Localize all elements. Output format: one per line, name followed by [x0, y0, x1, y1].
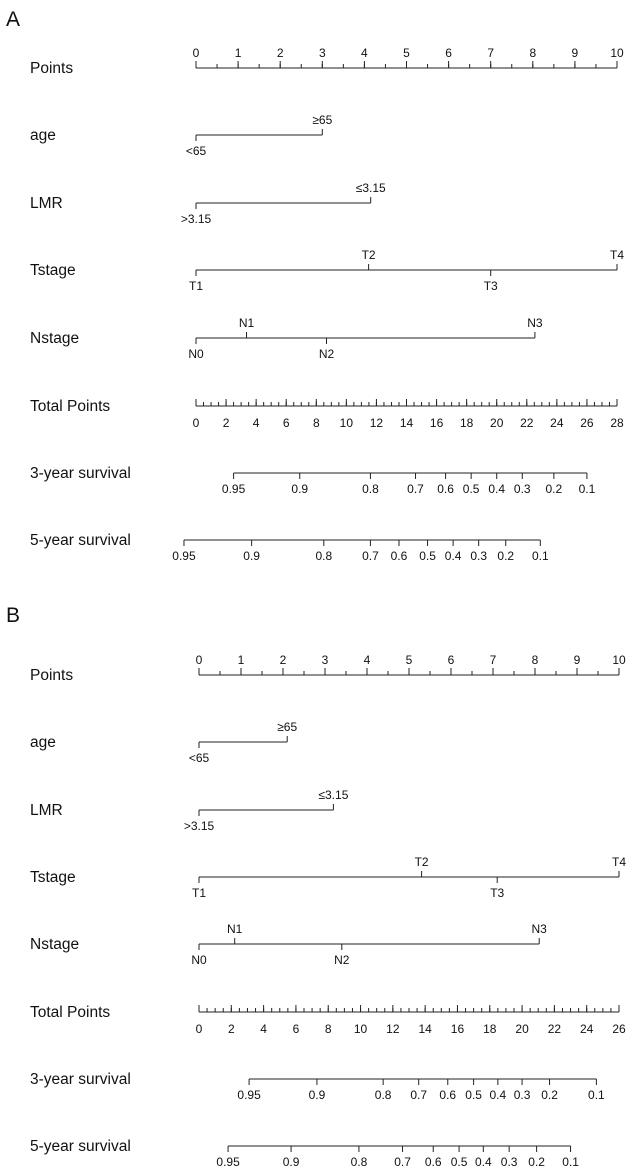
5-year-survival-tick-label: 0.95 [172, 549, 196, 563]
row-label-total-points: Total Points [30, 398, 111, 415]
age-level-label: ≥65 [312, 113, 333, 127]
points-tick-label: 9 [573, 653, 581, 667]
5-year-survival-tick-label: 0.9 [282, 1155, 300, 1169]
points-tick-label: 5 [405, 653, 413, 667]
3-year-survival-tick-label: 0.3 [513, 1088, 531, 1102]
total-points-tick-label: 22 [520, 416, 534, 430]
tstage-level-label: T3 [490, 886, 505, 900]
row-label-5-year-survival: 5-year survival [30, 532, 131, 549]
3-year-survival-tick-label: 0.8 [374, 1088, 392, 1102]
3-year-survival-tick-label: 0.7 [410, 1088, 428, 1102]
5-year-survival-tick-label: 0.9 [243, 549, 260, 563]
total-points-tick-label: 6 [292, 1022, 300, 1036]
total-points-tick-label: 2 [222, 416, 230, 430]
3-year-survival-tick-label: 0.4 [489, 1088, 507, 1102]
3-year-survival-tick-label: 0.2 [545, 482, 563, 496]
3-year-survival-tick-label: 0.95 [221, 482, 246, 496]
row-label-tstage: Tstage [30, 869, 76, 886]
total-points-tick-label: 10 [339, 416, 354, 430]
points-tick-label: 4 [363, 653, 371, 667]
nstage-level-label: N0 [188, 347, 204, 361]
row-label-lmr: LMR [30, 802, 63, 819]
total-points-tick-label: 26 [580, 416, 594, 430]
row-label-lmr: LMR [30, 195, 63, 212]
total-points-tick-label: 8 [312, 416, 320, 430]
total-points-tick-label: 16 [450, 1022, 465, 1036]
total-points-tick-label: 0 [192, 416, 200, 430]
total-points-tick-label: 16 [429, 416, 444, 430]
5-year-survival-tick-label: 0.2 [497, 549, 515, 563]
points-tick-label: 7 [487, 46, 495, 60]
5-year-survival-tick-label: 0.1 [531, 549, 549, 563]
lmr-level-label: >3.15 [180, 212, 212, 226]
tstage-level-label: T3 [483, 279, 498, 293]
row-label-tstage: Tstage [30, 262, 76, 279]
total-points-tick-label: 0 [195, 1022, 203, 1036]
points-tick-label: 4 [361, 46, 368, 60]
points-tick-label: 0 [192, 46, 200, 60]
3-year-survival-tick-label: 0.1 [578, 482, 596, 496]
lmr-level-label: ≤3.15 [355, 181, 386, 195]
points-tick-label: 8 [529, 46, 537, 60]
total-points-tick-label: 12 [386, 1022, 400, 1036]
3-year-survival-tick-label: 0.2 [541, 1088, 558, 1102]
tstage-level-label: T2 [414, 855, 429, 869]
row-label-age: age [30, 127, 56, 144]
3-year-survival-tick-label: 0.9 [308, 1088, 326, 1102]
row-label-points: Points [30, 667, 74, 684]
nstage-level-label: N3 [531, 922, 547, 936]
points-tick-label: 1 [234, 46, 242, 60]
row-label-nstage: Nstage [30, 936, 80, 953]
5-year-survival-tick-label: 0.3 [500, 1155, 518, 1169]
3-year-survival-tick-label: 0.8 [362, 482, 379, 496]
5-year-survival-tick-label: 0.7 [362, 549, 379, 563]
panel-label: A [6, 8, 21, 31]
points-tick-label: 8 [531, 653, 539, 667]
tstage-level-label: T4 [611, 855, 627, 869]
tstage-level-label: T2 [361, 248, 376, 262]
lmr-level-label: >3.15 [183, 819, 215, 833]
5-year-survival-tick-label: 0.1 [562, 1155, 579, 1169]
total-points-tick-label: 10 [353, 1022, 368, 1036]
3-year-survival-tick-label: 0.1 [588, 1088, 605, 1102]
3-year-survival-tick-label: 0.6 [437, 482, 454, 496]
points-tick-label: 7 [489, 653, 497, 667]
points-tick-label: 6 [445, 46, 452, 60]
age-level-label: <65 [188, 751, 210, 765]
total-points-tick-label: 2 [227, 1022, 235, 1036]
points-tick-label: 2 [276, 46, 284, 60]
row-label-3-year-survival: 3-year survival [30, 465, 131, 482]
5-year-survival-tick-label: 0.4 [444, 549, 462, 563]
age-level-label: ≥65 [277, 720, 298, 734]
points-tick-label: 1 [237, 653, 245, 667]
3-year-survival-tick-label: 0.5 [462, 482, 480, 496]
row-label-age: age [30, 734, 56, 751]
total-points-tick-label: 18 [483, 1022, 497, 1036]
tstage-level-label: T4 [609, 248, 625, 262]
3-year-survival-tick-label: 0.4 [488, 482, 506, 496]
points-tick-label: 6 [447, 653, 455, 667]
total-points-tick-label: 8 [324, 1022, 332, 1036]
3-year-survival-tick-label: 0.7 [407, 482, 424, 496]
nstage-level-label: N1 [227, 922, 243, 936]
3-year-survival-tick-label: 0.95 [237, 1088, 261, 1102]
5-year-survival-tick-label: 0.6 [424, 1155, 442, 1169]
total-points-tick-label: 26 [612, 1022, 626, 1036]
total-points-tick-label: 14 [418, 1022, 432, 1036]
nstage-level-label: N3 [527, 316, 543, 330]
points-tick-label: 10 [612, 653, 626, 667]
nstage-level-label: N1 [238, 316, 255, 330]
3-year-survival-tick-label: 0.6 [439, 1088, 457, 1102]
total-points-tick-label: 22 [547, 1022, 562, 1036]
total-points-tick-label: 12 [369, 416, 384, 430]
3-year-survival-tick-label: 0.5 [465, 1088, 482, 1102]
points-tick-label: 10 [610, 46, 624, 60]
tstage-level-label: T1 [188, 279, 204, 293]
total-points-tick-label: 4 [260, 1022, 267, 1036]
3-year-survival-tick-label: 0.9 [291, 482, 309, 496]
total-points-tick-label: 20 [490, 416, 504, 430]
age-level-label: <65 [185, 144, 207, 158]
total-points-tick-label: 6 [282, 416, 290, 430]
5-year-survival-tick-label: 0.95 [216, 1155, 240, 1169]
row-label-nstage: Nstage [30, 330, 80, 347]
total-points-tick-label: 20 [515, 1022, 529, 1036]
nstage-level-label: N0 [191, 953, 207, 967]
5-year-survival-tick-label: 0.8 [350, 1155, 368, 1169]
row-label-5-year-survival: 5-year survival [30, 1138, 131, 1155]
points-tick-label: 2 [279, 653, 287, 667]
row-label-total-points: Total Points [30, 1004, 111, 1021]
3-year-survival-tick-label: 0.3 [513, 482, 531, 496]
5-year-survival-tick-label: 0.8 [315, 549, 333, 563]
nstage-level-label: N2 [318, 347, 335, 361]
total-points-tick-label: 14 [399, 416, 414, 430]
total-points-tick-label: 24 [550, 416, 564, 430]
points-tick-label: 3 [318, 46, 326, 60]
5-year-survival-tick-label: 0.6 [390, 549, 408, 563]
points-tick-label: 5 [403, 46, 410, 60]
5-year-survival-tick-label: 0.5 [419, 549, 436, 563]
panel-label: B [6, 604, 21, 627]
5-year-survival-tick-label: 0.2 [528, 1155, 545, 1169]
total-points-tick-label: 18 [459, 416, 474, 430]
total-points-tick-label: 24 [580, 1022, 594, 1036]
5-year-survival-tick-label: 0.5 [450, 1155, 468, 1169]
total-points-tick-label: 28 [610, 416, 624, 430]
5-year-survival-tick-label: 0.3 [470, 549, 488, 563]
nstage-level-label: N2 [334, 953, 350, 967]
tstage-level-label: T1 [191, 886, 207, 900]
points-tick-label: 3 [321, 653, 329, 667]
points-tick-label: 0 [195, 653, 203, 667]
row-label-points: Points [30, 60, 74, 77]
5-year-survival-tick-label: 0.4 [474, 1155, 492, 1169]
points-tick-label: 9 [571, 46, 579, 60]
lmr-level-label: ≤3.15 [318, 788, 349, 802]
row-label-3-year-survival: 3-year survival [30, 1071, 131, 1088]
5-year-survival-tick-label: 0.7 [394, 1155, 411, 1169]
total-points-tick-label: 4 [252, 416, 260, 430]
